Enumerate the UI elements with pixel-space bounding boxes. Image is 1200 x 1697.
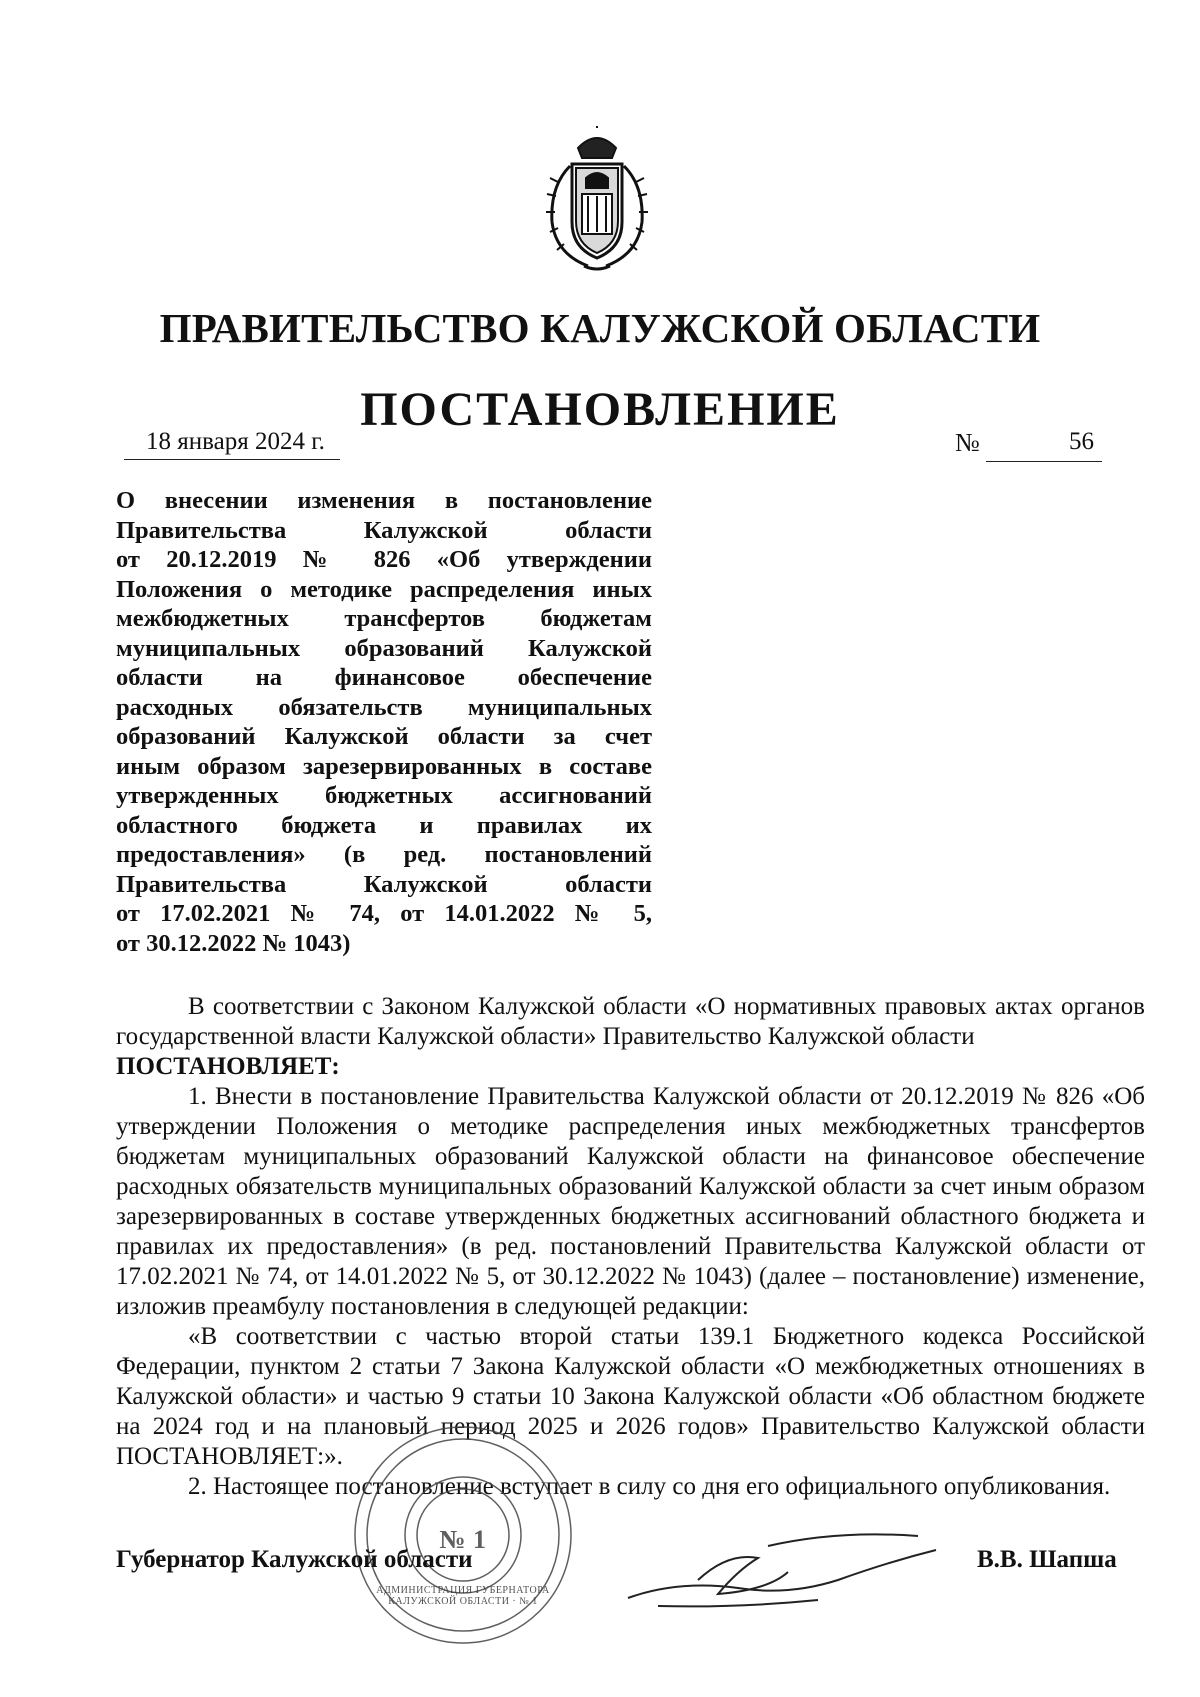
- subject-line: образований Калужской области за счет: [116, 723, 652, 750]
- subject-line: Положения о методике распределения иных: [116, 575, 652, 603]
- document-date: 18 января 2024 г.: [146, 428, 325, 455]
- document-number: 56: [1069, 428, 1094, 455]
- coat-of-arms-icon: [538, 126, 656, 274]
- handwritten-signature: [618, 1510, 948, 1630]
- subject-line: от 17.02.2021 № 74, от 14.01.2022 № 5,: [116, 900, 652, 927]
- document-type: ПОСТАНОВЛЕНИЕ: [360, 383, 840, 436]
- subject-line: утвержденных бюджетных ассигнований: [116, 782, 652, 809]
- item-1-paragraph: 1. Внести в постановление Правительства Калужской области от 20.12.2019 № 826 «Об утверждении Положения о методике распределения иных межбюджетных трансфертов бюджетам муниципальных образований Калужской области на финансовое обеспечение расходных обязательств муниципальных образований Калужской области за счет иным образом зарезервированных в составе утвержденных бюджетных ассигнований областного бюджета и правилах их предоставления» (в ред. постановлений Правительства Калужской области от 17.02.2021 № 74, от 14.01.2022 № 5, от 30.12.2022 № 1043) (далее – постановление) изменение, изложив преамбулу постановления в следующей редакции:: [116, 1083, 1145, 1320]
- subject-line: расходных обязательств муниципальных: [116, 693, 652, 721]
- stamp-number: № 1: [439, 1525, 487, 1554]
- intro-paragraph: В соответствии с Законом Калужской области «О нормативных правовых актах органов государственной власти Калужской области» Правительство Калужской области: [116, 993, 1145, 1050]
- number-label: №: [955, 428, 980, 457]
- subject-line: предоставления» (в ред. постановлений: [116, 841, 652, 868]
- subject-line: от 30.12.2022 № 1043): [116, 929, 351, 957]
- date-underline: [124, 459, 340, 460]
- stamp-text: АДМИНИСТРАЦИЯ ГУБЕРНАТОРА КАЛУЖСКОЙ ОБЛАСТИ · № 1: [376, 1585, 550, 1607]
- subject-line: Правительства Калужской области: [116, 516, 652, 544]
- document-body: [116, 992, 1145, 1502]
- subject-line: О внесении изменения в постановление: [116, 487, 652, 514]
- signatory-name: В.В. Шапша: [977, 1546, 1117, 1573]
- subject-line: области на финансовое обеспечение: [116, 664, 652, 691]
- item-2-paragraph: 2. Настоящее постановление вступает в силу со дня его официального опубликования.: [188, 1473, 1111, 1500]
- document-subject: [116, 486, 652, 958]
- organization-title: ПРАВИТЕЛЬСТВО КАЛУЖСКОЙ ОБЛАСТИ: [159, 305, 1041, 351]
- subject-line: Правительства Калужской области: [116, 870, 652, 898]
- subject-line: иным образом зарезервированных в составе: [116, 752, 652, 780]
- quoted-preamble: «В соответствии с частью второй статьи 139.1 Бюджетного кодекса Российской Федерации, пунктом 2 статьи 7 Закона Калужской области «О межбюджетных отношениях в Калужской области» и частью 9 статьи 10 Закона Калужской области «Об областном бюджете на 2024 год и на плановый период 2025 и 2026 годов» Правительство Калужской области ПОСТАНОВЛЯЕТ:».: [116, 1323, 1145, 1470]
- subject-line: межбюджетных трансфертов бюджетам: [116, 605, 652, 632]
- signatory-position: Губернатор Калужской области: [116, 1546, 473, 1573]
- subject-line: от 20.12.2019 № 826 «Об утверждении: [116, 546, 652, 573]
- number-underline: [986, 461, 1102, 462]
- subject-line: областного бюджета и правилах их: [116, 811, 652, 839]
- subject-line: муниципальных образований Калужской: [116, 634, 652, 662]
- resolves-heading: ПОСТАНОВЛЯЕТ:: [116, 1053, 340, 1080]
